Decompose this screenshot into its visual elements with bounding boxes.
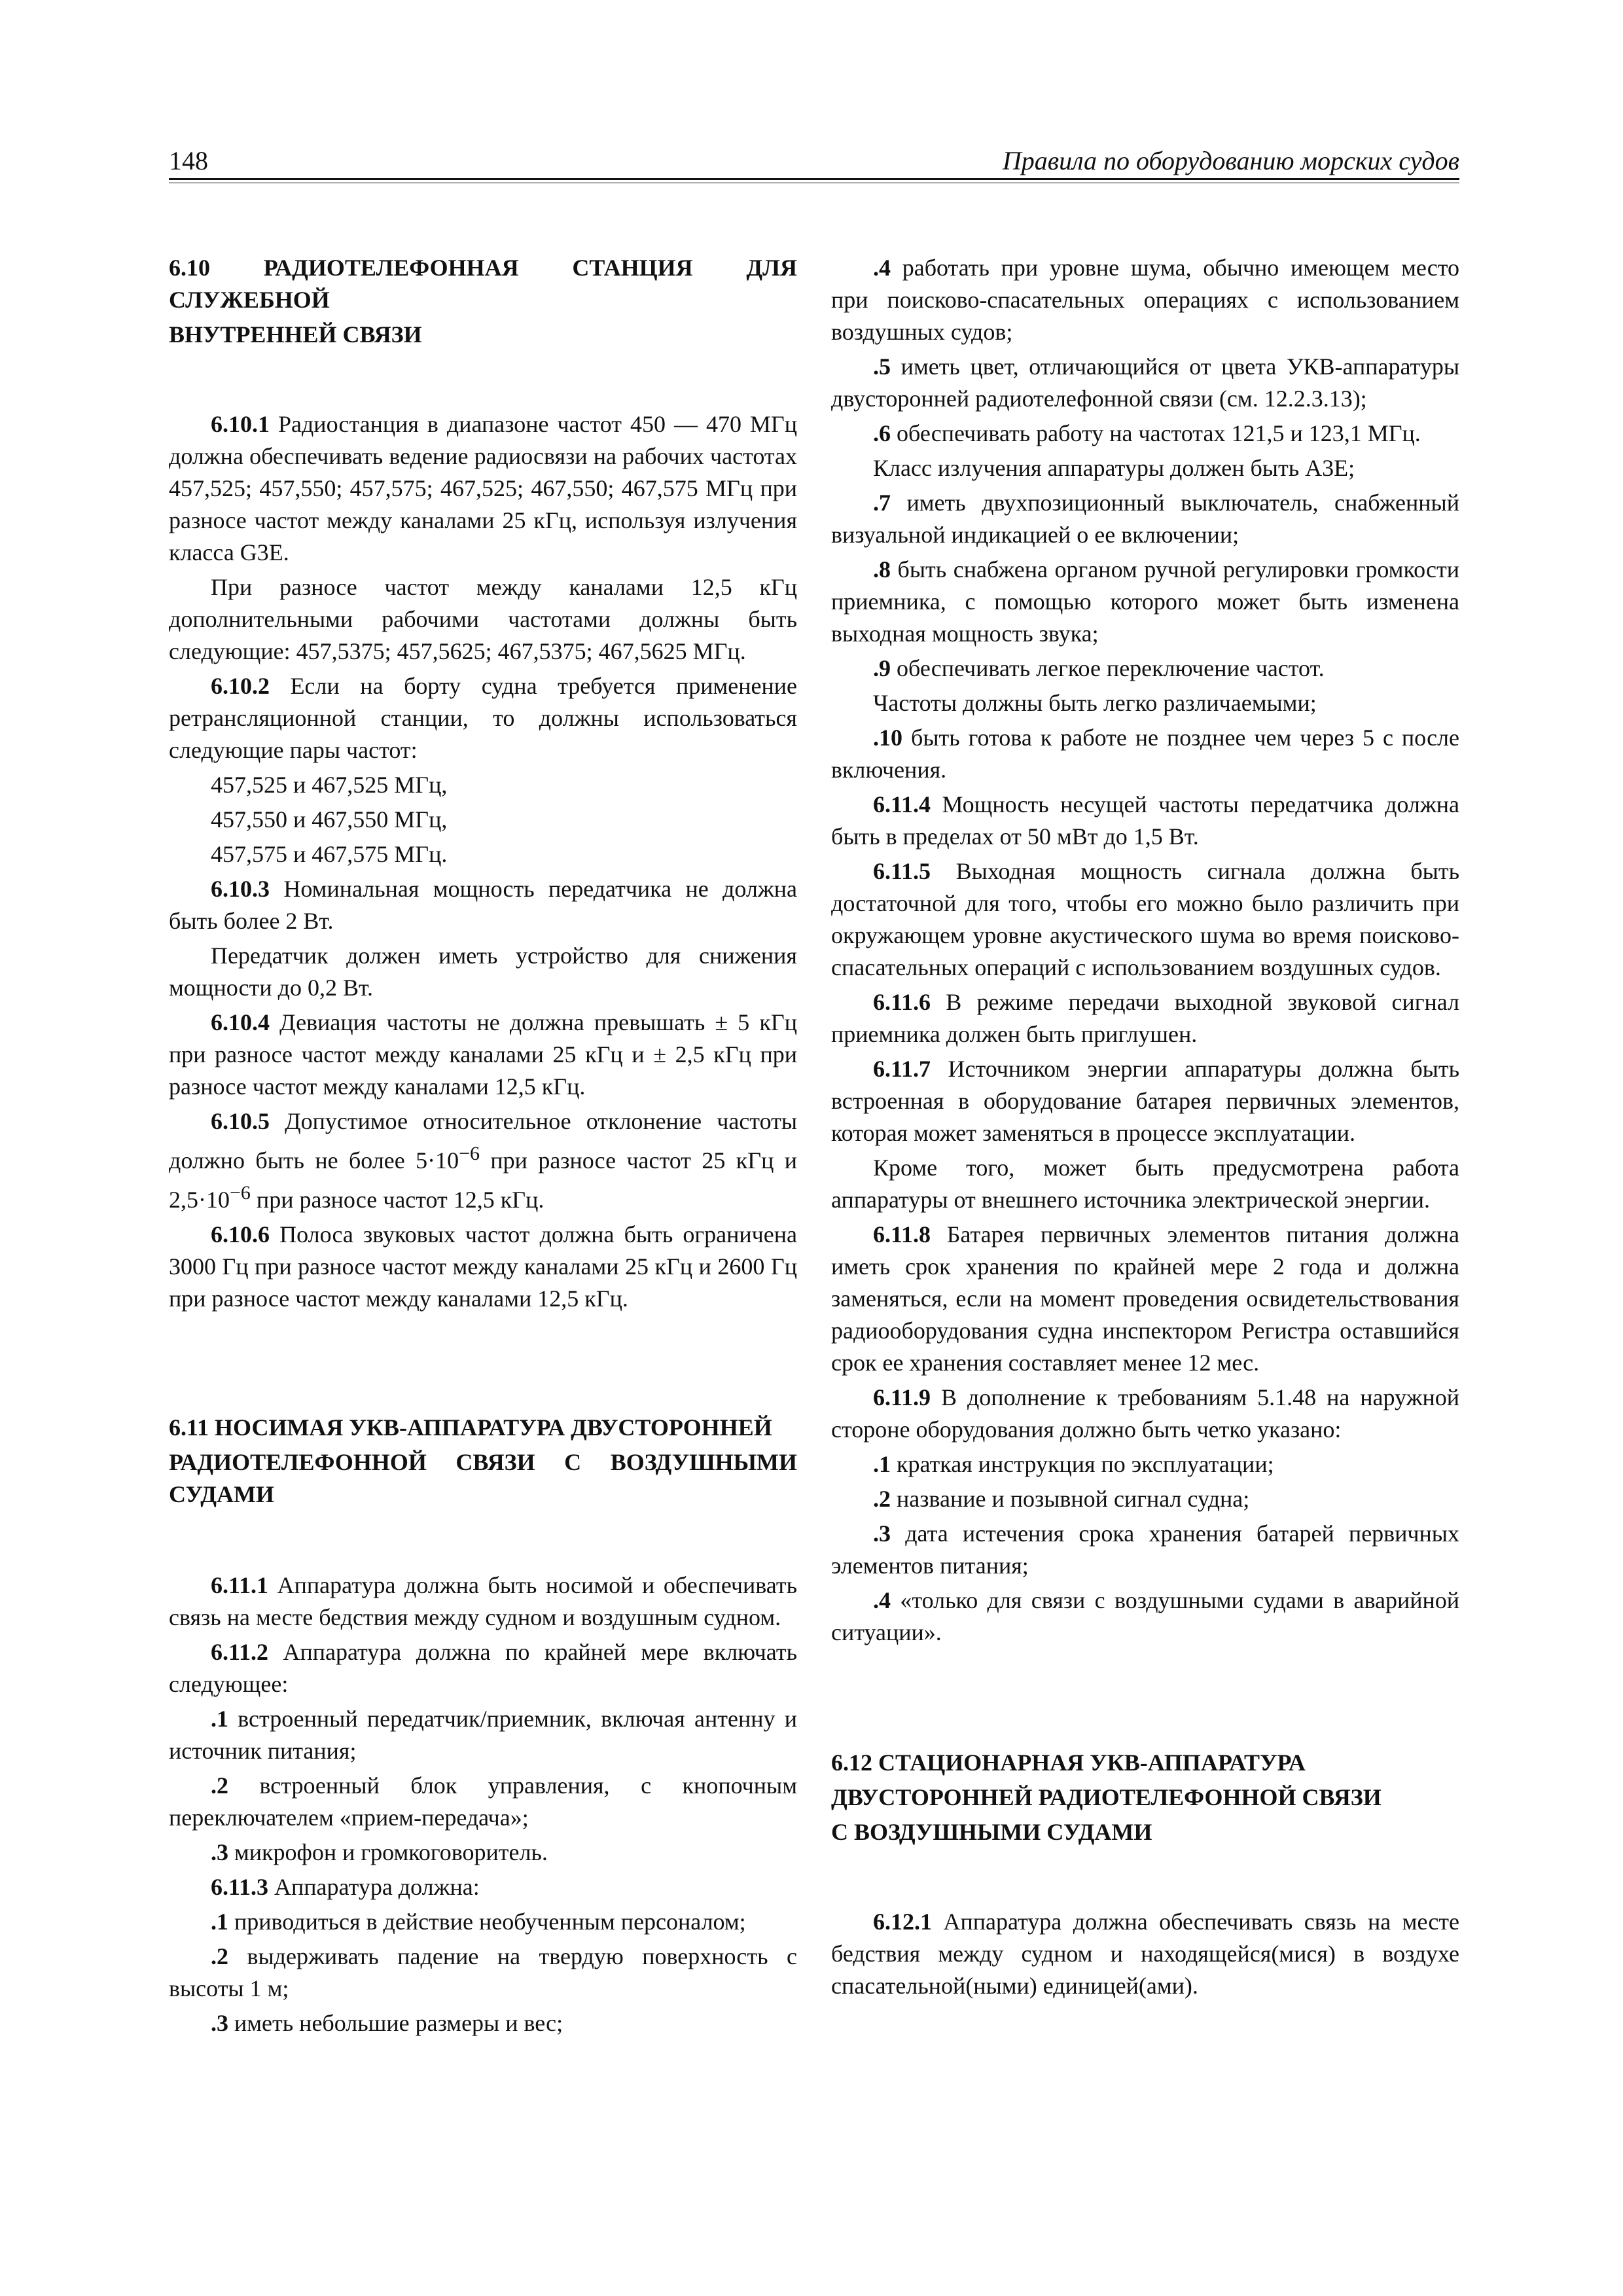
paragraph-6-10-1: 6.10.1 Радиостанция в диапазоне частот 450 — 470 МГц должна обеспечивать ведение радиосвязи на рабочих частотах 457,525; 457,550; 457,575; 467,525; 467,550; 467,575 МГц при разносе частот между каналами 25 кГц, используя излучения класса G3E. bbox=[169, 411, 798, 565]
list-item: .6 обеспечивать работу на частотах 121,5 и 123,1 МГц. bbox=[873, 420, 1421, 446]
list-item: .3 иметь небольшие размеры и вес; bbox=[211, 2010, 563, 2036]
list-item: .2 встроенный блок управления, с кнопочным переключателем «прием-передача»; bbox=[169, 1772, 797, 1831]
paragraph-6-11-4: 6.11.4 Мощность несущей частоты передатчика должна быть в пределах от 50 мВт до 1,5 Вт. bbox=[831, 791, 1459, 850]
list-item: .7 иметь двухпозиционный выключатель, снабженный визуальной индикацией о ее включении; bbox=[831, 490, 1459, 548]
paragraph-6-11-1: 6.11.1 Аппаратура должна быть носимой и обеспечивать связь на месте бедствия между судном и воздушным судном. bbox=[169, 1572, 797, 1630]
list-item: .9 обеспечивать легкое переключение частот. bbox=[873, 655, 1325, 681]
section-heading-6-12: 6.12 СТАЦИОНАРНАЯ УКВ-АППАРАТУРА ДВУСТОРОННЕЙ РАДИОТЕЛЕФОННОЙ СВЯЗИ С ВОЗДУШНЫМИ СУДАМИ bbox=[831, 1749, 1382, 1845]
paragraph-6-11-6: 6.11.6 В режиме передачи выходной звуковой сигнал приемника должен быть приглушен. bbox=[831, 989, 1459, 1047]
paragraph-6-10-6: 6.10.6 Полоса звуковых частот должна быть ограничена 3000 Гц при разносе частот между каналами 25 кГц и 2600 Гц при разносе частот между каналами 12,5 кГц. bbox=[169, 1221, 797, 1312]
list-item: .3 дата истечения срока хранения батарей первичных элементов питания; bbox=[831, 1520, 1459, 1579]
paragraph-6-11-9: 6.11.9 В дополнение к требованиям 5.1.48 на наружной стороне оборудования должно быть четко указано: bbox=[831, 1384, 1459, 1443]
paragraph-6-10-1-b: При разносе частот между каналами 12,5 кГц дополнительными рабочими частотами должны быть следующие: 457,5375; 457,5625; 467,5375; 467,5625 МГц. bbox=[169, 574, 797, 664]
frequency-pair: 457,550 и 467,550 МГц, bbox=[211, 806, 448, 833]
right-column bbox=[831, 252, 1459, 2005]
section-heading-6-10: 6.10 РАДИОТЕЛЕФОННАЯ СТАНЦИЯ ДЛЯ СЛУЖЕБНОЙ ВНУТРЕННЕЙ СВЯЗИ bbox=[169, 255, 797, 348]
frequency-pair: 457,575 и 467,575 МГц. bbox=[211, 841, 448, 867]
paragraph-6-11-7-b: Кроме того, может быть предусмотрена работа аппаратуры от внешнего источника электрической энергии. bbox=[831, 1155, 1459, 1213]
list-item-note: Частоты должны быть легко различаемыми; bbox=[873, 690, 1317, 716]
paragraph-6-10-3-b: Передатчик должен иметь устройство для снижения мощности до 0,2 Вт. bbox=[169, 942, 797, 1001]
list-item: .1 краткая инструкция по эксплуатации; bbox=[873, 1451, 1274, 1477]
list-item-note: Класс излучения аппаратуры должен быть А3Е; bbox=[873, 455, 1355, 481]
paragraph-6-10-2: 6.10.2 Если на борту судна требуется применение ретрансляционной станции, то должны использоваться следующие пары частот: bbox=[169, 673, 798, 763]
list-item: .4 «только для связи с воздушными судами в аварийной ситуации». bbox=[831, 1587, 1460, 1645]
list-item: .8 быть снабжена органом ручной регулировки громкости приемника, с помощью которого может быть изменена выходная мощность звука; bbox=[831, 556, 1459, 647]
running-title: Правила по оборудованию морских судов bbox=[1002, 146, 1459, 175]
list-item: .4 работать при уровне шума, обычно имеющем место при поисково-спасательных операциях с использованием воздушных судов; bbox=[831, 255, 1460, 345]
paragraph-6-12-1: 6.12.1 Аппаратура должна обеспечивать связь на месте бедствия между судном и находящейся(мися) в воздухе спасательной(ными) единицей(ами). bbox=[831, 1909, 1460, 1999]
paragraph-6-11-7: 6.11.7 Источником энергии аппаратуры должна быть встроенная в оборудование батарея первичных элементов, которая может заменяться в процессе эксплуатации. bbox=[831, 1056, 1460, 1146]
list-item: .2 название и позывной сигнал судна; bbox=[873, 1486, 1250, 1512]
paragraph-6-11-8: 6.11.8 Батарея первичных элементов питания должна иметь срок хранения по крайней мере 2 года и должна заменяться, если на момент проведения освидетельствования радиооборудования судна инспектором Регистра оставшийся срок ее хранения составляет менее 12 мес. bbox=[831, 1221, 1459, 1376]
paragraph-6-11-2: 6.11.2 Аппаратура должна по крайней мере включать следующее: bbox=[169, 1639, 798, 1697]
paragraph-6-11-5: 6.11.5 Выходная мощность сигнала должна быть достаточной для того, чтобы его можно было различить при окружающем уровне акустического шума во время поисково-спасательных операций с использованием воздушных судов. bbox=[831, 858, 1460, 980]
list-item: .5 иметь цвет, отличающийся от цвета УКВ-аппаратуры двусторонней радиотелефонной связи (см. 12.2.3.13); bbox=[831, 353, 1460, 412]
section-heading-6-11: 6.11 НОСИМАЯ УКВ-АППАРАТУРА ДВУСТОРОННЕЙ РАДИОТЕЛЕФОННОЙ СВЯЗИ С ВОЗДУШНЫМИ СУДАМИ bbox=[169, 1414, 797, 1507]
left-column bbox=[169, 252, 797, 2042]
paragraph-6-10-3: 6.10.3 Номинальная мощность передатчика не должна быть более 2 Вт. bbox=[169, 876, 797, 934]
paragraph-6-11-3: 6.11.3 Аппаратура должна: bbox=[211, 1874, 480, 1900]
list-item: .1 встроенный передатчик/приемник, включая антенну и источник питания; bbox=[169, 1706, 798, 1764]
list-item: .3 микрофон и громкоговоритель. bbox=[211, 1839, 548, 1865]
paragraph-6-10-5: 6.10.5 Допустимое относительное отклонение частоты должно быть не более $5\cdot 10^{-6}$ при разносе частот 25 кГц и $2,5\cdot 10^{-6}$ при разносе частот 12,5 кГц. bbox=[169, 1108, 798, 1213]
frequency-pair: 457,525 и 467,525 МГц, bbox=[211, 772, 448, 798]
list-item: .1 приводиться в действие необученным персоналом; bbox=[211, 1909, 746, 1935]
header-rule bbox=[169, 178, 1459, 183]
paragraph-6-10-4: 6.10.4 Девиация частоты не должна превышать ± 5 кГц при разносе частот между каналами 25 кГц и ± 2,5 кГц при разносе частот между каналами 12,5 кГц. bbox=[169, 1009, 797, 1100]
list-item: .2 выдерживать падение на твердую поверхность с высоты 1 м; bbox=[169, 1943, 798, 2001]
list-item: .10 быть готова к работе не позднее чем через 5 с после включения. bbox=[831, 725, 1460, 783]
page-number: 148 bbox=[169, 146, 208, 175]
